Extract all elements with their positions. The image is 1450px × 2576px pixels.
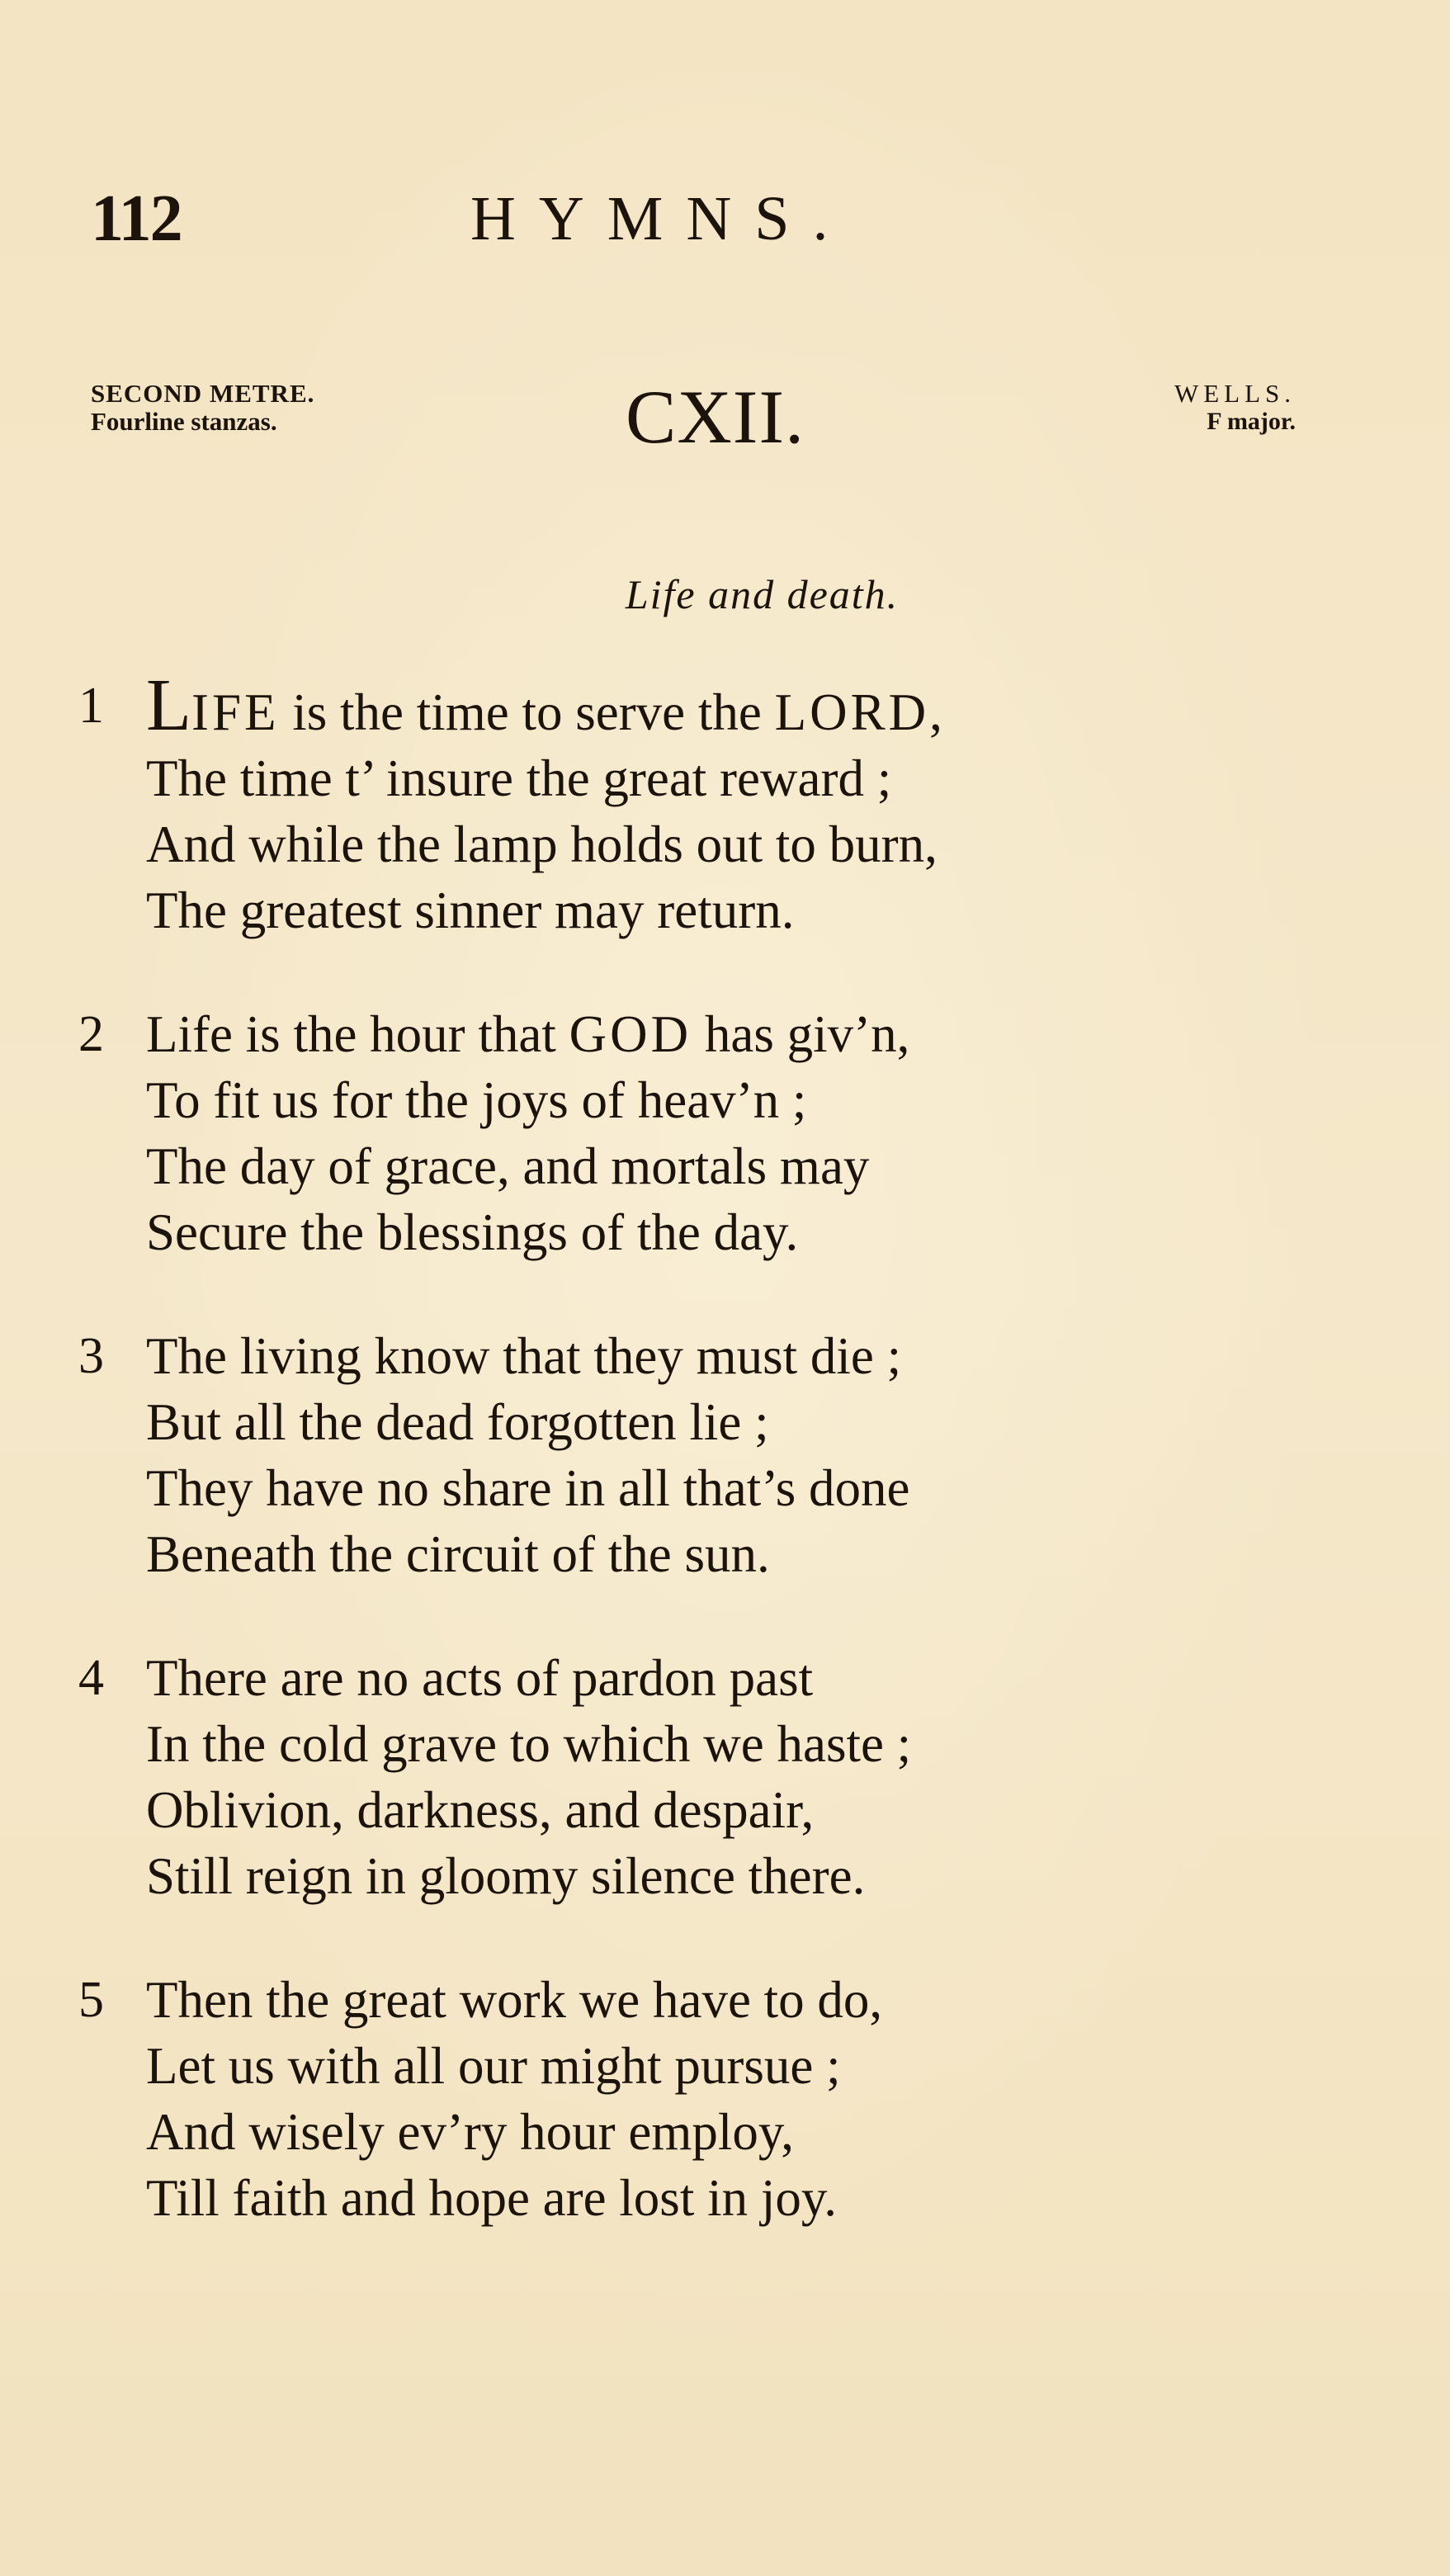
verse-line: [146, 1711, 1234, 1777]
verse-line: [146, 2099, 1234, 2165]
verse-line: [146, 1645, 1234, 1711]
stanza-form-label: Fourline stanzas.: [91, 407, 277, 436]
line-text: Still reign in gloomy silence there.: [146, 1847, 866, 1905]
verse-line: [146, 2165, 1234, 2231]
line-text: Secure the blessings of the day.: [146, 1203, 799, 1261]
line-text: And while the lamp holds out to burn,: [146, 815, 938, 873]
verse-line: [146, 1133, 1234, 1199]
line-text: They have no share in all that’s done: [146, 1459, 910, 1517]
verse-line: [146, 1389, 1234, 1455]
line-text: Beneath the circuit of the sun.: [146, 1525, 770, 1583]
verse: [78, 1323, 1234, 1587]
verse-lines: [146, 1967, 1234, 2231]
small-caps-text: IFE: [191, 683, 280, 741]
line-text: The greatest sinner may return.: [146, 882, 795, 939]
metre-label: SECOND METRE.: [91, 379, 315, 408]
line-text: Till faith and hope are lost in joy.: [146, 2169, 837, 2227]
verse-line: [146, 1001, 1234, 1067]
line-text: is the time to serve the: [279, 683, 775, 741]
verse: [78, 664, 1234, 943]
verse-line: [146, 811, 1234, 877]
tune-name: WELLS.: [1174, 379, 1296, 408]
line-text: The time t’ insure the great reward ;: [146, 749, 892, 807]
line-text: And wisely ev’ry hour employ,: [146, 2103, 795, 2161]
line-text: In the cold grave to which we haste ;: [146, 1715, 912, 1773]
verse-line: [146, 1199, 1234, 1265]
line-text: There are no acts of pardon past: [146, 1649, 814, 1707]
small-caps-text: LORD: [774, 683, 930, 741]
running-title: HYMNS.: [470, 184, 852, 253]
drop-cap: L: [146, 664, 191, 746]
line-text: ,: [929, 683, 942, 741]
verse-line: [146, 1777, 1234, 1843]
verse-number: 2: [78, 1006, 104, 1062]
line-text: Oblivion, darkness, and despair,: [146, 1781, 815, 1839]
line-text: The living know that they must die ;: [146, 1327, 902, 1385]
line-text: But all the dead forgotten lie ;: [146, 1393, 769, 1451]
running-head: [91, 177, 916, 260]
verse-line: [146, 1843, 1234, 1909]
verse: [78, 1645, 1234, 1909]
verse-line: [146, 1967, 1234, 2033]
verse-lines: [146, 1645, 1234, 1909]
verse-line: [146, 1455, 1234, 1521]
verse-lines: [146, 1001, 1234, 1265]
verse-number: 5: [78, 1972, 104, 2028]
line-text: To fit us for the joys of heav’n ;: [146, 1071, 807, 1129]
verse-line: [146, 1521, 1234, 1587]
verse-line: [146, 1323, 1234, 1389]
verse-lines: [146, 664, 1234, 943]
line-text: Let us with all our might pursue ;: [146, 2037, 841, 2095]
tune-key: F major.: [1207, 408, 1296, 435]
verse-number: 3: [78, 1328, 104, 1384]
verses-container: [78, 664, 1234, 2289]
small-caps-text: GOD: [569, 1005, 692, 1063]
metre-block: [91, 380, 314, 436]
verse-number: 1: [78, 678, 104, 734]
page-number: 112: [91, 182, 182, 255]
hymn-header: [91, 375, 1296, 479]
verse-line: [146, 877, 1234, 943]
line-text: The day of grace, and mortals may: [146, 1137, 870, 1195]
verse-line: [146, 2033, 1234, 2099]
verse-number: 4: [78, 1650, 104, 1706]
line-text: Then the great work we have to do,: [146, 1971, 883, 2029]
hymn-number: CXII.: [626, 375, 805, 459]
verse: [78, 1967, 1234, 2231]
verse-line: [146, 745, 1234, 811]
line-text: has giv’n,: [692, 1005, 910, 1063]
verse: [78, 1001, 1234, 1265]
verse-line: [146, 1067, 1234, 1133]
verse-lines: [146, 1323, 1234, 1587]
hymn-subtitle: Life and death.: [625, 571, 900, 617]
tune-block: [1174, 380, 1296, 436]
verse-line: [146, 664, 1234, 746]
line-text: Life is the hour that: [146, 1005, 569, 1063]
